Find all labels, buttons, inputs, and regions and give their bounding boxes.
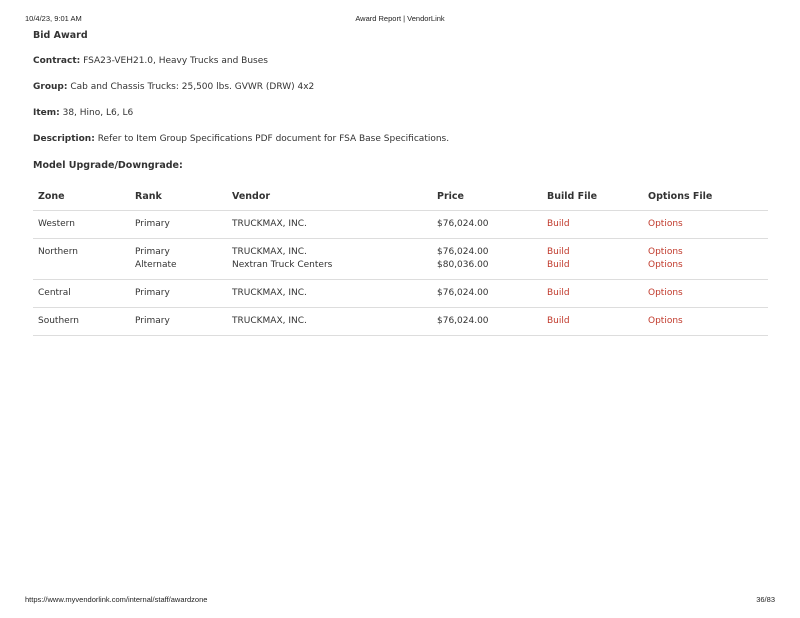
page-url: https://www.myvendorlink.com/internal/staff/awardzone xyxy=(25,595,208,604)
award-table xyxy=(33,191,768,336)
options-link[interactable]: Options xyxy=(648,316,683,326)
vendor-cell xyxy=(227,280,432,308)
vendor-value: TRUCKMAX, INC. xyxy=(232,247,307,257)
print-datetime: 10/4/23, 9:01 AM xyxy=(25,14,82,23)
price-value: $76,024.00 xyxy=(437,247,489,257)
options-link[interactable]: Options xyxy=(648,219,683,229)
price-cell xyxy=(432,308,542,336)
description-field xyxy=(33,134,768,144)
print-header xyxy=(25,14,775,23)
rank-value: Primary xyxy=(135,247,170,257)
vendor-value: Nextran Truck Centers xyxy=(232,260,333,270)
build-link[interactable]: Build xyxy=(547,219,570,229)
award-report xyxy=(33,30,768,336)
vendor-cell xyxy=(227,308,432,336)
header-price: Price xyxy=(432,191,542,211)
vendor-value: TRUCKMAX, INC. xyxy=(232,316,307,326)
print-footer xyxy=(25,595,775,604)
options-link[interactable]: Options xyxy=(648,288,683,298)
price-cell xyxy=(432,280,542,308)
rank-cell xyxy=(130,211,227,239)
rank-value: Alternate xyxy=(135,260,177,270)
field-label: Group: xyxy=(33,82,68,92)
zone-cell: Southern xyxy=(33,308,130,336)
item-field xyxy=(33,108,768,118)
field-label: Contract: xyxy=(33,56,81,66)
model-upgrade-heading: Model Upgrade/Downgrade: xyxy=(33,160,183,171)
vendor-value: TRUCKMAX, INC. xyxy=(232,288,307,298)
rank-cell xyxy=(130,280,227,308)
build-link[interactable]: Build xyxy=(547,316,570,326)
page-number: 36/83 xyxy=(756,595,775,604)
field-label: Description: xyxy=(33,134,95,144)
vendor-cell xyxy=(227,211,432,239)
rank-value: Primary xyxy=(135,219,170,229)
header-options-file: Options File xyxy=(643,191,768,211)
table-row xyxy=(33,308,768,336)
table-header-row xyxy=(33,191,768,211)
header-rank: Rank xyxy=(130,191,227,211)
build-cell xyxy=(542,211,643,239)
rank-value: Primary xyxy=(135,316,170,326)
field-label: Item: xyxy=(33,108,60,118)
print-title: Award Report | VendorLink xyxy=(355,14,445,23)
table-row xyxy=(33,211,768,239)
vendor-value: TRUCKMAX, INC. xyxy=(232,219,307,229)
build-cell xyxy=(542,308,643,336)
price-value: $76,024.00 xyxy=(437,219,489,229)
zone-cell: Western xyxy=(33,211,130,239)
price-value: $76,024.00 xyxy=(437,288,489,298)
build-link[interactable]: Build xyxy=(547,288,570,298)
field-value: Refer to Item Group Specifications PDF document for FSA Base Specifications. xyxy=(97,134,450,144)
zone-cell: Central xyxy=(33,280,130,308)
header-build-file: Build File xyxy=(542,191,643,211)
options-cell xyxy=(643,211,768,239)
rank-cell xyxy=(130,239,227,280)
zone-cell: Northern xyxy=(33,239,130,280)
options-cell xyxy=(643,239,768,280)
contract-field xyxy=(33,56,768,66)
group-field xyxy=(33,82,768,92)
options-link[interactable]: Options xyxy=(648,260,683,270)
build-cell xyxy=(542,280,643,308)
price-value: $76,024.00 xyxy=(437,316,489,326)
vendor-cell xyxy=(227,239,432,280)
options-cell xyxy=(643,280,768,308)
build-link[interactable]: Build xyxy=(547,260,570,270)
field-value: 38, Hino, L6, L6 xyxy=(62,108,134,118)
price-cell xyxy=(432,239,542,280)
price-cell xyxy=(432,211,542,239)
rank-cell xyxy=(130,308,227,336)
rank-value: Primary xyxy=(135,288,170,298)
options-link[interactable]: Options xyxy=(648,247,683,257)
field-value: Cab and Chassis Trucks: 25,500 lbs. GVWR (DRW) 4x2 xyxy=(70,82,315,92)
page-title: Bid Award xyxy=(33,30,88,41)
build-cell xyxy=(542,239,643,280)
table-row xyxy=(33,280,768,308)
price-value: $80,036.00 xyxy=(437,260,489,270)
table-row xyxy=(33,239,768,280)
field-value: FSA23-VEH21.0, Heavy Trucks and Buses xyxy=(83,56,268,66)
options-cell xyxy=(643,308,768,336)
build-link[interactable]: Build xyxy=(547,247,570,257)
header-zone: Zone xyxy=(33,191,130,211)
header-vendor: Vendor xyxy=(227,191,432,211)
